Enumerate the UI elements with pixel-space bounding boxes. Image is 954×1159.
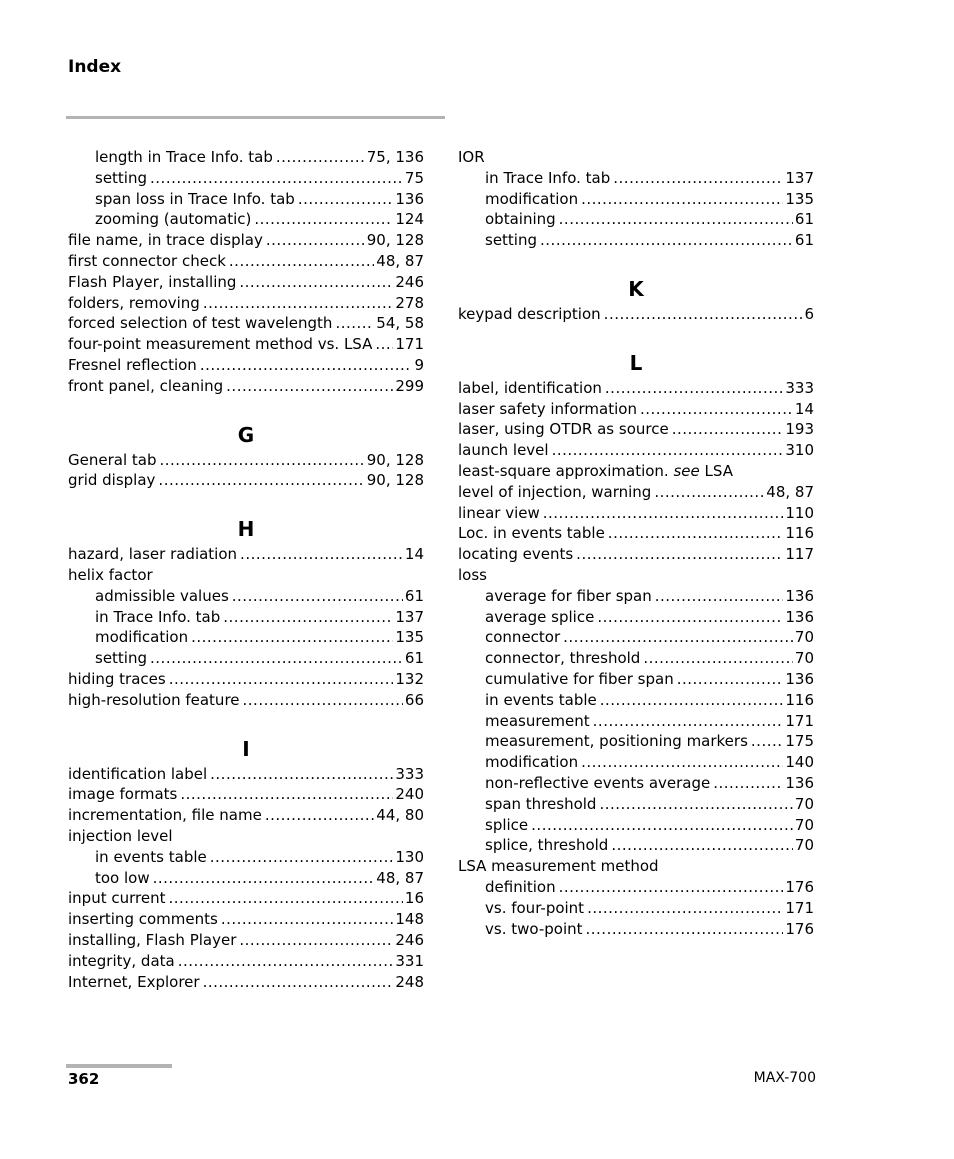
page-reference: 130 — [395, 847, 424, 866]
dot-leader — [226, 251, 374, 272]
dot-leader — [197, 355, 413, 376]
index-entry — [68, 272, 424, 293]
index-subentry — [458, 230, 814, 251]
page-reference: 44, 80 — [376, 806, 424, 825]
dot-leader — [207, 847, 394, 868]
index-term: modification — [485, 753, 579, 772]
page-reference: 132 — [395, 669, 424, 688]
index-term: length in Trace Info. tab — [95, 148, 273, 166]
index-term: modification — [485, 189, 579, 208]
index-entry — [68, 230, 424, 251]
dot-leader — [610, 168, 783, 189]
index-term: Fresnel reflection — [68, 355, 197, 374]
dot-leader — [147, 648, 403, 669]
index-term: Internet, Explorer — [68, 972, 200, 991]
index-term: average splice — [485, 607, 595, 626]
dot-leader — [601, 304, 803, 325]
dot-leader — [578, 752, 783, 773]
page-reference: 6 — [804, 304, 814, 323]
index-term: average for fiber span — [485, 586, 652, 605]
page-reference: 248 — [395, 972, 424, 991]
index-term: forced selection of test wavelength — [68, 314, 333, 333]
page-reference: 61 — [794, 210, 814, 229]
page-reference: 61 — [794, 231, 814, 250]
index-entry — [68, 909, 424, 930]
page-reference: 54, 58 — [376, 314, 424, 333]
page-reference: 331 — [395, 951, 424, 970]
dot-leader — [540, 503, 784, 524]
page-reference: 136 — [785, 773, 814, 792]
dot-leader — [584, 898, 783, 919]
dot-leader — [200, 972, 394, 993]
index-term: incrementation, file name — [68, 806, 262, 825]
index-entry — [68, 690, 424, 711]
header-divider — [66, 116, 445, 119]
dot-leader — [596, 794, 792, 815]
section-spacer — [68, 397, 424, 425]
page-reference: 278 — [395, 293, 424, 312]
footer-divider — [66, 1064, 172, 1068]
page-reference: 70 — [794, 836, 814, 855]
page-reference: 90, 128 — [366, 450, 424, 469]
dot-leader — [218, 909, 394, 930]
dot-leader — [188, 627, 393, 648]
index-term: launch level — [458, 441, 549, 460]
dot-leader — [207, 764, 393, 785]
index-term: installing, Flash Player — [68, 930, 237, 949]
page-reference: 61 — [404, 649, 424, 668]
dot-leader — [147, 168, 403, 189]
index-term: hazard, laser radiation — [68, 545, 238, 564]
index-term: zooming (automatic) — [95, 210, 252, 229]
section-spacer — [458, 325, 814, 353]
index-term-text: least-square approximation. — [458, 461, 674, 480]
index-term: helix factor — [68, 565, 153, 584]
index-term: vs. four-point — [485, 898, 585, 917]
index-entry — [68, 826, 424, 847]
index-entry — [68, 376, 424, 397]
index-subentry — [458, 669, 814, 690]
index-term: LSA measurement method — [458, 857, 659, 876]
dot-leader — [295, 189, 394, 210]
index-subentry — [458, 586, 814, 607]
page-reference: 48, 87 — [376, 251, 424, 270]
index-term: definition — [485, 877, 556, 896]
see-target: LSA — [699, 461, 733, 480]
index-term: setting — [95, 168, 148, 187]
page-reference: 310 — [785, 441, 814, 460]
index-term: too low — [95, 868, 150, 887]
index-subentry — [458, 794, 814, 815]
index-term: laser safety information — [458, 399, 637, 418]
page-reference: 136 — [785, 607, 814, 626]
page-reference: 75 — [404, 168, 424, 187]
page-reference: 90, 128 — [366, 471, 424, 490]
dot-leader — [573, 544, 783, 565]
index-term: connector — [485, 628, 561, 647]
index-term: four-point measurement method vs. LSA — [68, 335, 373, 354]
dot-leader — [560, 627, 793, 648]
dot-leader — [652, 586, 784, 607]
index-subentry — [458, 815, 814, 836]
page-reference: 9 — [414, 355, 424, 374]
dot-leader — [608, 835, 793, 856]
index-term: keypad description — [458, 304, 601, 323]
page-reference: 140 — [785, 753, 814, 772]
index-subentry — [68, 847, 424, 868]
index-entry — [458, 440, 814, 461]
page-reference: 117 — [785, 545, 814, 564]
dot-leader — [229, 586, 403, 607]
index-letter-heading: G — [237, 422, 255, 447]
dot-leader — [597, 690, 784, 711]
dot-leader — [710, 773, 783, 794]
document-name: MAX-700 — [753, 1070, 816, 1086]
dot-leader — [556, 877, 784, 898]
index-term: splice, threshold — [485, 836, 609, 855]
section-spacer — [68, 711, 424, 739]
index-entry — [68, 888, 424, 909]
page-reference: 70 — [794, 815, 814, 834]
index-entry — [68, 355, 424, 376]
index-term: span threshold — [485, 794, 597, 813]
index-subentry — [68, 168, 424, 189]
index-entry — [458, 544, 814, 565]
index-term: in Trace Info. tab — [485, 168, 611, 187]
index-subentry — [68, 586, 424, 607]
index-subentry — [458, 189, 814, 210]
index-term: image formats — [68, 785, 178, 804]
index-term: folders, removing — [68, 293, 200, 312]
page-reference: 70 — [794, 628, 814, 647]
page-reference: 135 — [395, 628, 424, 647]
index-subentry — [458, 627, 814, 648]
index-term: in events table — [95, 847, 207, 866]
index-entry — [458, 147, 814, 168]
index-term: grid display — [68, 471, 156, 490]
page-reference: 124 — [395, 210, 424, 229]
index-letter-heading: I — [242, 736, 250, 761]
page-reference: 137 — [395, 607, 424, 626]
index-term: splice — [485, 815, 529, 834]
index-term: cumulative for fiber span — [485, 669, 674, 688]
index-entry — [68, 251, 424, 272]
index-entry — [458, 304, 814, 325]
index-term: front panel, cleaning — [68, 376, 224, 395]
page-reference: 333 — [785, 378, 814, 397]
dot-leader — [165, 888, 402, 909]
page-reference: 171 — [785, 711, 814, 730]
dot-leader — [640, 648, 793, 669]
dot-leader — [651, 482, 764, 503]
index-entry — [68, 313, 424, 334]
index-term: label, identification — [458, 378, 602, 397]
dot-leader — [602, 378, 783, 399]
index-subentry — [68, 607, 424, 628]
index-term: Flash Player, installing — [68, 272, 237, 291]
index-letter-heading: L — [629, 350, 643, 375]
index-term: linear view — [458, 503, 540, 522]
page-reference: 70 — [794, 649, 814, 668]
dot-leader — [177, 784, 393, 805]
dot-leader — [332, 313, 374, 334]
index-entry — [68, 669, 424, 690]
section-spacer — [458, 251, 814, 279]
page-reference: 171 — [395, 335, 424, 354]
index-entry — [458, 378, 814, 399]
index-subentry — [458, 648, 814, 669]
index-subentry — [458, 690, 814, 711]
index-column-left — [68, 147, 424, 992]
page-reference: 299 — [395, 376, 424, 395]
index-entry — [68, 334, 424, 355]
page-reference: 333 — [395, 764, 424, 783]
page-reference: 176 — [785, 877, 814, 896]
page-reference: 16 — [404, 889, 424, 908]
page-reference: 176 — [785, 919, 814, 938]
page-reference: 70 — [794, 794, 814, 813]
index-entry — [68, 470, 424, 491]
index-subentry — [68, 209, 424, 230]
dot-leader — [528, 815, 793, 836]
index-subentry — [458, 607, 814, 628]
dot-leader — [223, 376, 393, 397]
dot-leader — [273, 147, 365, 168]
page-header-title: Index — [68, 57, 122, 77]
index-term: vs. two-point — [485, 919, 583, 938]
index-subentry — [68, 627, 424, 648]
page-reference: 14 — [794, 399, 814, 418]
page-reference: 48, 87 — [766, 482, 814, 501]
dot-leader — [236, 272, 393, 293]
index-subentry — [458, 711, 814, 732]
index-term: measurement — [485, 711, 590, 730]
index-entry — [68, 784, 424, 805]
page-reference: 14 — [404, 545, 424, 564]
index-entry — [68, 450, 424, 471]
index-entry — [68, 930, 424, 951]
index-term: IOR — [458, 148, 485, 166]
section-spacer — [68, 491, 424, 519]
dot-leader — [156, 450, 364, 471]
page-reference: 171 — [785, 898, 814, 917]
index-term: setting — [485, 231, 538, 250]
dot-leader — [556, 209, 793, 230]
index-entry — [458, 856, 814, 877]
index-entry — [458, 523, 814, 544]
dot-leader — [637, 399, 793, 420]
index-term: identification label — [68, 764, 208, 783]
index-subentry — [68, 868, 424, 889]
dot-leader — [236, 930, 393, 951]
index-term: level of injection, warning — [458, 482, 652, 501]
page-reference: 116 — [785, 690, 814, 709]
index-subentry — [458, 209, 814, 230]
page-reference: 136 — [395, 189, 424, 208]
dot-leader — [674, 669, 784, 690]
index-term: first connector check — [68, 251, 226, 270]
index-subentry — [68, 189, 424, 210]
index-entry — [68, 764, 424, 785]
dot-leader — [200, 293, 394, 314]
index-entry — [458, 482, 814, 503]
index-term: integrity, data — [68, 951, 175, 970]
dot-leader — [605, 523, 784, 544]
index-term: connector, threshold — [485, 649, 641, 668]
page-reference: 193 — [785, 420, 814, 439]
index-term: injection level — [68, 826, 173, 845]
page-reference: 110 — [785, 503, 814, 522]
dot-leader — [372, 334, 393, 355]
dot-leader — [669, 419, 784, 440]
index-entry — [458, 399, 814, 420]
page-reference: 240 — [395, 785, 424, 804]
index-column-right — [458, 147, 814, 939]
index-term: input current — [68, 889, 166, 908]
index-entry — [458, 461, 814, 482]
dot-leader — [583, 919, 784, 940]
index-term: General tab — [68, 450, 157, 469]
dot-leader — [166, 669, 394, 690]
index-term: in Trace Info. tab — [95, 607, 221, 626]
index-letter-heading: H — [237, 517, 255, 542]
dot-leader — [549, 440, 784, 461]
index-term: laser, using OTDR as source — [458, 420, 669, 439]
index-entry — [68, 544, 424, 565]
page-reference: 246 — [395, 930, 424, 949]
page-reference: 66 — [404, 690, 424, 709]
dot-leader — [220, 607, 393, 628]
index-term: Loc. in events table — [458, 524, 605, 543]
page-number: 362 — [68, 1070, 100, 1088]
index-subentry — [458, 752, 814, 773]
index-subentry — [458, 731, 814, 752]
dot-leader — [251, 209, 393, 230]
page-reference: 246 — [395, 272, 424, 291]
index-entry — [458, 419, 814, 440]
page-reference: 175 — [785, 732, 814, 751]
index-subentry — [458, 898, 814, 919]
dot-leader — [155, 470, 364, 491]
index-subentry — [458, 919, 814, 940]
index-entry — [68, 951, 424, 972]
index-entry — [68, 972, 424, 993]
dot-leader — [748, 731, 783, 752]
index-subentry — [458, 773, 814, 794]
index-term: hiding traces — [68, 669, 166, 688]
index-term: in events table — [485, 690, 597, 709]
index-subentry — [458, 877, 814, 898]
index-term: obtaining — [485, 210, 556, 229]
index-term: modification — [95, 628, 189, 647]
index-term: high-resolution feature — [68, 690, 240, 709]
index-term: locating events — [458, 545, 574, 564]
dot-leader — [262, 805, 374, 826]
index-subentry — [68, 147, 424, 168]
index-entry — [458, 565, 814, 586]
dot-leader — [175, 951, 394, 972]
dot-leader — [578, 189, 783, 210]
dot-leader — [263, 230, 365, 251]
index-term: measurement, positioning markers — [485, 732, 748, 751]
page-reference: 75, 136 — [366, 148, 424, 166]
page-reference: 148 — [395, 910, 424, 929]
dot-leader — [237, 544, 403, 565]
dot-leader — [594, 607, 783, 628]
index-term: non-reflective events average — [485, 773, 711, 792]
page-reference: 136 — [785, 586, 814, 605]
page-reference: 48, 87 — [376, 868, 424, 887]
index-term: file name, in trace display — [68, 231, 263, 250]
index-subentry — [458, 168, 814, 189]
dot-leader — [150, 868, 375, 889]
index-term: admissible values — [95, 586, 229, 605]
page-reference: 90, 128 — [366, 231, 424, 250]
index-entry — [68, 565, 424, 586]
index-subentry — [68, 648, 424, 669]
page-reference: 136 — [785, 669, 814, 688]
index-term: inserting comments — [68, 910, 218, 929]
page-reference: 137 — [785, 168, 814, 187]
page-reference: 135 — [785, 189, 814, 208]
dot-leader — [240, 690, 403, 711]
index-term — [458, 461, 733, 482]
index-entry — [68, 805, 424, 826]
see-reference: see — [673, 461, 700, 480]
index-entry — [458, 503, 814, 524]
index-term: setting — [95, 649, 148, 668]
dot-leader — [590, 711, 784, 732]
index-term: loss — [458, 565, 487, 584]
index-subentry — [458, 835, 814, 856]
index-letter-heading: K — [628, 276, 644, 301]
page-reference: 116 — [785, 524, 814, 543]
dot-leader — [537, 230, 793, 251]
page-reference: 61 — [404, 586, 424, 605]
index-term: span loss in Trace Info. tab — [95, 189, 295, 208]
index-entry — [68, 293, 424, 314]
